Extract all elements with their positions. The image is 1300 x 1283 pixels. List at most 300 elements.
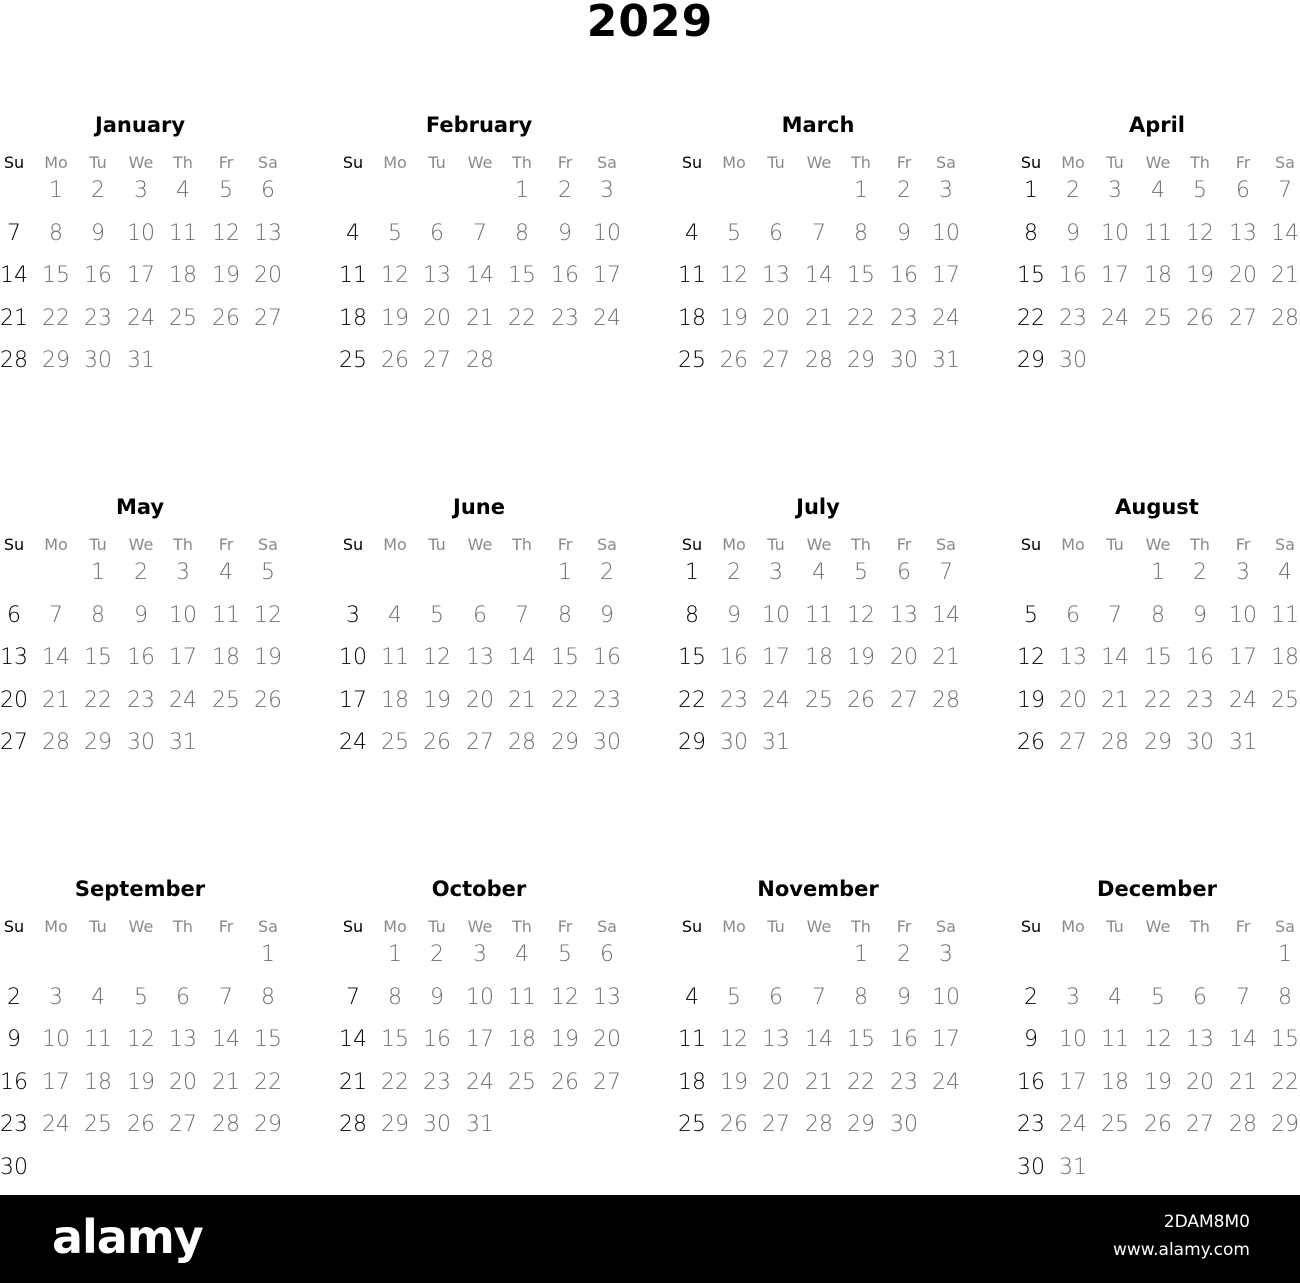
weekday-header: Su xyxy=(1020,917,1042,936)
day-cell: 15 xyxy=(42,263,70,288)
day-cell: 28 xyxy=(932,687,960,713)
weekday-header: Th xyxy=(512,535,532,554)
day-cell: 8 xyxy=(388,984,402,1010)
day-cell: 24 xyxy=(1059,1112,1087,1137)
day-cell: 13 xyxy=(254,220,282,246)
weekday-header: Tu xyxy=(89,153,107,172)
day-cell: 15 xyxy=(508,263,536,288)
month-june xyxy=(339,495,639,836)
day-cell: 2 xyxy=(134,560,148,585)
weekday-header: Tu xyxy=(1106,917,1124,936)
month-title: September xyxy=(74,877,206,901)
day-cell: 16 xyxy=(84,263,112,288)
weekday-header: Sa xyxy=(597,917,617,936)
day-cell: 5 xyxy=(727,984,741,1010)
day-cell: 10 xyxy=(1229,602,1257,628)
weekday-header: Su xyxy=(342,153,364,172)
weekday-header: Tu xyxy=(428,153,446,172)
day-cell: 10 xyxy=(1059,1027,1087,1052)
day-cell: 12 xyxy=(1144,1027,1172,1052)
day-cell: 22 xyxy=(551,687,579,713)
day-cell: 30 xyxy=(890,1112,918,1137)
day-cell: 16 xyxy=(890,263,918,288)
day-cell: 10 xyxy=(339,645,367,670)
day-cell: 3 xyxy=(176,560,190,585)
weekday-header: Tu xyxy=(89,917,107,936)
weekday-header: Sa xyxy=(936,917,956,936)
weekday-header: Fr xyxy=(1235,917,1251,936)
day-cell: 30 xyxy=(1017,1154,1045,1180)
day-cell: 28 xyxy=(0,348,28,373)
day-cell: 7 xyxy=(939,560,953,585)
day-cell: 8 xyxy=(1024,220,1038,246)
day-cell: 3 xyxy=(473,942,487,967)
weekday-header: Su xyxy=(681,535,703,554)
day-cell: 13 xyxy=(1229,220,1257,246)
day-cell: 19 xyxy=(1017,687,1045,713)
day-cell: 1 xyxy=(261,942,275,967)
day-cell: 23 xyxy=(84,305,112,331)
day-cell: 11 xyxy=(381,645,409,670)
day-cell: 1 xyxy=(1024,178,1038,203)
day-cell: 23 xyxy=(890,305,918,331)
day-cell: 16 xyxy=(1017,1069,1045,1095)
weekday-header: Sa xyxy=(597,153,617,172)
day-cell: 28 xyxy=(1271,305,1299,331)
day-cell: 3 xyxy=(939,178,953,203)
day-cell: 8 xyxy=(515,220,529,246)
day-cell: 26 xyxy=(551,1069,579,1095)
day-cell: 1 xyxy=(91,560,105,585)
day-cell: 22 xyxy=(1017,305,1045,331)
weekday-header: Sa xyxy=(1275,535,1295,554)
day-cell: 30 xyxy=(0,1154,28,1180)
day-cell: 25 xyxy=(1144,305,1172,331)
day-cell: 11 xyxy=(1101,1027,1129,1052)
day-cell: 18 xyxy=(805,645,833,670)
weekday-header: Fr xyxy=(218,535,234,554)
image-id: 2DAM8M0 xyxy=(1163,1212,1250,1232)
day-cell: 18 xyxy=(508,1027,536,1052)
day-cell: 18 xyxy=(678,305,706,331)
weekday-header: Su xyxy=(1020,153,1042,172)
day-cell: 27 xyxy=(1229,305,1257,331)
day-cell: 25 xyxy=(84,1112,112,1137)
day-cell: 30 xyxy=(720,730,748,755)
weekday-header: Fr xyxy=(1235,153,1251,172)
day-cell: 20 xyxy=(254,263,282,288)
day-cell: 8 xyxy=(1278,984,1292,1010)
day-cell: 16 xyxy=(1186,645,1214,670)
weekday-header: Tu xyxy=(767,917,785,936)
month-title: August xyxy=(1115,495,1199,519)
day-cell: 5 xyxy=(134,984,148,1010)
day-cell: 17 xyxy=(127,263,155,288)
weekday-header: Fr xyxy=(1235,535,1251,554)
day-cell: 4 xyxy=(685,984,699,1010)
day-cell: 9 xyxy=(727,602,741,628)
day-cell: 24 xyxy=(466,1069,494,1095)
day-cell: 16 xyxy=(593,645,621,670)
day-cell: 30 xyxy=(1186,730,1214,755)
day-cell: 9 xyxy=(134,602,148,628)
day-cell: 26 xyxy=(127,1112,155,1137)
day-cell: 3 xyxy=(1066,984,1080,1010)
month-title: January xyxy=(94,113,186,137)
day-cell: 1 xyxy=(1278,942,1292,967)
day-cell: 27 xyxy=(169,1112,197,1137)
day-cell: 9 xyxy=(430,984,444,1010)
month-october xyxy=(339,877,639,1218)
day-cell: 23 xyxy=(1186,687,1214,713)
day-cell: 24 xyxy=(1229,687,1257,713)
weekday-header: Fr xyxy=(896,153,912,172)
day-cell: 14 xyxy=(212,1027,240,1052)
day-cell: 23 xyxy=(1017,1112,1045,1137)
weekday-header: Th xyxy=(173,535,193,554)
day-cell: 16 xyxy=(720,645,748,670)
month-title: October xyxy=(431,877,527,901)
day-cell: 5 xyxy=(854,560,868,585)
day-cell: 19 xyxy=(720,1069,748,1095)
weekday-header: We xyxy=(128,535,154,554)
day-cell: 24 xyxy=(762,687,790,713)
day-cell: 2 xyxy=(600,560,614,585)
day-cell: 20 xyxy=(1186,1069,1214,1095)
day-cell: 23 xyxy=(0,1112,28,1137)
day-cell: 7 xyxy=(473,220,487,246)
month-may xyxy=(0,495,300,836)
day-cell: 26 xyxy=(381,348,409,373)
day-cell: 26 xyxy=(212,305,240,331)
weekday-header: Sa xyxy=(258,917,278,936)
day-cell: 24 xyxy=(932,1069,960,1095)
day-cell: 13 xyxy=(762,1027,790,1052)
day-cell: 19 xyxy=(254,645,282,670)
day-cell: 9 xyxy=(897,984,911,1010)
day-cell: 1 xyxy=(854,942,868,967)
day-cell: 5 xyxy=(430,602,444,628)
day-cell: 29 xyxy=(1144,730,1172,755)
day-cell: 23 xyxy=(593,687,621,713)
day-cell: 20 xyxy=(762,305,790,331)
day-cell: 29 xyxy=(551,730,579,755)
month-december xyxy=(1017,877,1300,1218)
weekday-header: We xyxy=(128,153,154,172)
weekday-header: Tu xyxy=(89,535,107,554)
day-cell: 14 xyxy=(339,1027,367,1052)
day-cell: 15 xyxy=(254,1027,282,1052)
day-cell: 2 xyxy=(430,942,444,967)
weekday-header: Sa xyxy=(1275,917,1295,936)
weekday-header: We xyxy=(806,917,832,936)
day-cell: 23 xyxy=(720,687,748,713)
day-cell: 18 xyxy=(678,1069,706,1095)
day-cell: 24 xyxy=(339,730,367,755)
day-cell: 15 xyxy=(847,1027,875,1052)
weekday-header: Th xyxy=(851,917,871,936)
day-cell: 23 xyxy=(551,305,579,331)
weekday-header: Th xyxy=(1190,917,1210,936)
day-cell: 22 xyxy=(847,305,875,331)
day-cell: 31 xyxy=(1059,1154,1087,1180)
day-cell: 22 xyxy=(847,1069,875,1095)
day-cell: 17 xyxy=(932,263,960,288)
weekday-header: Fr xyxy=(557,153,573,172)
weekday-header: Mo xyxy=(383,917,407,936)
month-february xyxy=(339,113,639,454)
day-cell: 21 xyxy=(466,305,494,331)
day-cell: 16 xyxy=(0,1069,28,1095)
day-cell: 6 xyxy=(1193,984,1207,1010)
day-cell: 28 xyxy=(805,1112,833,1137)
day-cell: 13 xyxy=(423,263,451,288)
weekday-header: We xyxy=(1145,917,1171,936)
day-cell: 15 xyxy=(381,1027,409,1052)
day-cell: 7 xyxy=(515,602,529,628)
day-cell: 11 xyxy=(339,263,367,288)
day-cell: 31 xyxy=(1229,730,1257,755)
weekday-header: Su xyxy=(3,917,25,936)
day-cell: 5 xyxy=(261,560,275,585)
day-cell: 7 xyxy=(812,220,826,246)
weekday-header: Su xyxy=(681,917,703,936)
day-cell: 8 xyxy=(854,220,868,246)
day-cell: 16 xyxy=(1059,263,1087,288)
day-cell: 16 xyxy=(890,1027,918,1052)
day-cell: 18 xyxy=(1144,263,1172,288)
month-september xyxy=(0,877,300,1218)
weekday-header: We xyxy=(1145,535,1171,554)
day-cell: 5 xyxy=(727,220,741,246)
day-cell: 4 xyxy=(176,178,190,203)
day-cell: 20 xyxy=(423,305,451,331)
day-cell: 1 xyxy=(558,560,572,585)
weekday-header: Mo xyxy=(1061,535,1085,554)
day-cell: 12 xyxy=(551,984,579,1010)
day-cell: 2 xyxy=(1066,178,1080,203)
day-cell: 25 xyxy=(169,305,197,331)
day-cell: 22 xyxy=(84,687,112,713)
day-cell: 11 xyxy=(508,984,536,1010)
day-cell: 31 xyxy=(169,730,197,755)
day-cell: 6 xyxy=(897,560,911,585)
day-cell: 15 xyxy=(84,645,112,670)
month-title: May xyxy=(115,495,165,519)
weekday-header: Mo xyxy=(1061,153,1085,172)
day-cell: 15 xyxy=(551,645,579,670)
day-cell: 13 xyxy=(762,263,790,288)
weekday-header: We xyxy=(128,917,154,936)
day-cell: 21 xyxy=(42,687,70,713)
day-cell: 2 xyxy=(727,560,741,585)
day-cell: 28 xyxy=(339,1112,367,1137)
day-cell: 2 xyxy=(558,178,572,203)
day-cell: 11 xyxy=(805,602,833,628)
footer-url: www.alamy.com xyxy=(1112,1240,1250,1260)
weekday-header: Fr xyxy=(896,535,912,554)
day-cell: 4 xyxy=(91,984,105,1010)
day-cell: 29 xyxy=(84,730,112,755)
day-cell: 11 xyxy=(1144,220,1172,246)
weekday-header: We xyxy=(467,917,493,936)
day-cell: 1 xyxy=(388,942,402,967)
day-cell: 25 xyxy=(678,348,706,373)
day-cell: 25 xyxy=(678,1112,706,1137)
weekday-header: Fr xyxy=(218,917,234,936)
day-cell: 18 xyxy=(381,687,409,713)
day-cell: 30 xyxy=(84,348,112,373)
month-march xyxy=(678,113,978,454)
day-cell: 12 xyxy=(381,263,409,288)
day-cell: 23 xyxy=(127,687,155,713)
day-cell: 8 xyxy=(1151,602,1165,628)
day-cell: 12 xyxy=(212,220,240,246)
weekday-header: We xyxy=(467,535,493,554)
day-cell: 10 xyxy=(762,602,790,628)
day-cell: 8 xyxy=(685,602,699,628)
day-cell: 13 xyxy=(1059,645,1087,670)
month-title: June xyxy=(453,495,505,519)
day-cell: 13 xyxy=(169,1027,197,1052)
day-cell: 6 xyxy=(176,984,190,1010)
weekday-header: Mo xyxy=(44,535,68,554)
day-cell: 14 xyxy=(1101,645,1129,670)
weekday-header: Mo xyxy=(722,153,746,172)
day-cell: 21 xyxy=(1271,263,1299,288)
day-cell: 13 xyxy=(0,645,28,670)
day-cell: 4 xyxy=(346,220,360,246)
day-cell: 4 xyxy=(388,602,402,628)
weekday-header: Th xyxy=(1190,153,1210,172)
weekday-header: Tu xyxy=(428,917,446,936)
weekday-header: Tu xyxy=(428,535,446,554)
day-cell: 18 xyxy=(212,645,240,670)
day-cell: 6 xyxy=(1066,602,1080,628)
weekday-header: Th xyxy=(173,153,193,172)
day-cell: 1 xyxy=(685,560,699,585)
day-cell: 11 xyxy=(1271,602,1299,628)
day-cell: 31 xyxy=(932,348,960,373)
day-cell: 4 xyxy=(219,560,233,585)
weekday-header: We xyxy=(806,535,832,554)
weekday-header: Mo xyxy=(44,153,68,172)
day-cell: 29 xyxy=(847,1112,875,1137)
day-cell: 22 xyxy=(508,305,536,331)
day-cell: 29 xyxy=(254,1112,282,1137)
weekday-header: Fr xyxy=(218,153,234,172)
day-cell: 21 xyxy=(508,687,536,713)
month-title: March xyxy=(781,113,855,137)
day-cell: 12 xyxy=(127,1027,155,1052)
day-cell: 27 xyxy=(762,1112,790,1137)
day-cell: 14 xyxy=(508,645,536,670)
day-cell: 3 xyxy=(346,602,360,628)
day-cell: 25 xyxy=(508,1069,536,1095)
day-cell: 12 xyxy=(1017,645,1045,670)
day-cell: 20 xyxy=(1229,263,1257,288)
day-cell: 1 xyxy=(854,178,868,203)
day-cell: 17 xyxy=(339,687,367,713)
day-cell: 5 xyxy=(1024,602,1038,628)
day-cell: 28 xyxy=(466,348,494,373)
day-cell: 3 xyxy=(939,942,953,967)
day-cell: 21 xyxy=(932,645,960,670)
day-cell: 16 xyxy=(423,1027,451,1052)
day-cell: 6 xyxy=(600,942,614,967)
day-cell: 29 xyxy=(678,730,706,755)
day-cell: 29 xyxy=(42,348,70,373)
month-title: December xyxy=(1097,877,1217,901)
day-cell: 7 xyxy=(1278,178,1292,203)
day-cell: 4 xyxy=(1151,178,1165,203)
day-cell: 12 xyxy=(423,645,451,670)
weekday-header: Su xyxy=(3,535,25,554)
day-cell: 1 xyxy=(515,178,529,203)
day-cell: 7 xyxy=(7,220,21,246)
day-cell: 9 xyxy=(1024,1027,1038,1052)
day-cell: 4 xyxy=(1278,560,1292,585)
day-cell: 24 xyxy=(169,687,197,713)
day-cell: 22 xyxy=(42,305,70,331)
day-cell: 10 xyxy=(42,1027,70,1052)
day-cell: 5 xyxy=(388,220,402,246)
day-cell: 7 xyxy=(49,602,63,628)
day-cell: 1 xyxy=(49,178,63,203)
day-cell: 3 xyxy=(1236,560,1250,585)
day-cell: 29 xyxy=(1017,348,1045,373)
day-cell: 4 xyxy=(685,220,699,246)
day-cell: 30 xyxy=(890,348,918,373)
month-july xyxy=(678,495,978,836)
day-cell: 2 xyxy=(897,178,911,203)
day-cell: 9 xyxy=(1193,602,1207,628)
weekday-header: Tu xyxy=(1106,153,1124,172)
day-cell: 15 xyxy=(678,645,706,670)
weekday-header: Tu xyxy=(767,153,785,172)
day-cell: 17 xyxy=(1229,645,1257,670)
day-cell: 17 xyxy=(42,1069,70,1095)
day-cell: 19 xyxy=(1186,263,1214,288)
day-cell: 19 xyxy=(847,645,875,670)
weekday-header: Th xyxy=(1190,535,1210,554)
day-cell: 13 xyxy=(1186,1027,1214,1052)
day-cell: 17 xyxy=(466,1027,494,1052)
day-cell: 30 xyxy=(423,1112,451,1137)
day-cell: 2 xyxy=(1193,560,1207,585)
month-title: November xyxy=(757,877,879,901)
weekday-header: Fr xyxy=(557,535,573,554)
day-cell: 20 xyxy=(0,687,28,713)
day-cell: 14 xyxy=(466,263,494,288)
month-january xyxy=(0,113,300,454)
weekday-header: Mo xyxy=(44,917,68,936)
day-cell: 20 xyxy=(1059,687,1087,713)
weekday-header: Sa xyxy=(1275,153,1295,172)
weekday-header: Sa xyxy=(258,535,278,554)
day-cell: 8 xyxy=(49,220,63,246)
day-cell: 10 xyxy=(466,984,494,1010)
day-cell: 13 xyxy=(593,984,621,1010)
day-cell: 29 xyxy=(1271,1112,1299,1137)
day-cell: 14 xyxy=(1229,1027,1257,1052)
weekday-header: We xyxy=(1145,153,1171,172)
day-cell: 14 xyxy=(42,645,70,670)
day-cell: 30 xyxy=(593,730,621,755)
month-title: April xyxy=(1128,113,1186,137)
day-cell: 17 xyxy=(169,645,197,670)
day-cell: 20 xyxy=(169,1069,197,1095)
